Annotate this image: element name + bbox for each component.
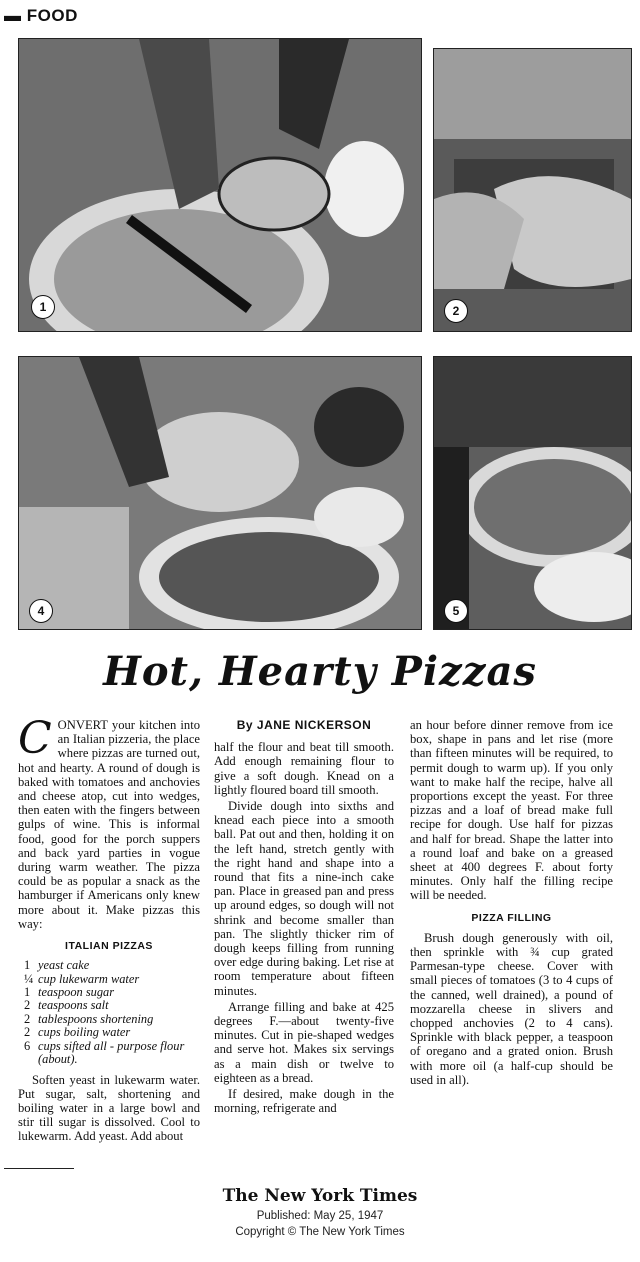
- photo-1-mixing-dough: [18, 38, 422, 332]
- photo-2-image: [434, 49, 631, 331]
- photo-2-kneading: [433, 48, 632, 332]
- ingredient-item: [24, 1026, 200, 1039]
- ingredient-qty: 2: [24, 998, 31, 1013]
- ingredient-list: [24, 959, 200, 1066]
- ingredient-item: [24, 973, 200, 986]
- ingredient-text: cups sifted all - purpose flour (about).: [38, 1038, 185, 1067]
- photo-5-image: [434, 357, 631, 629]
- col3-paragraph-1: an hour before dinner remove from ice box, shape in pans and let rise (more than fifteen minutes will be required, to permit dough to warm up). If you only want to make half the recipe, halve all proportions except the yeast. For three pizzas and a loaf of bread make full recipe for dough. Use half for pizzas and half for bread. Shape the latter into a round loaf and bake on a greased sheet at 400 degrees F. about forty minutes. Only half the filling recipe will be needed.: [410, 718, 613, 903]
- section-label-text: FOOD: [26, 6, 78, 25]
- ingredient-text: teaspoon sugar: [38, 985, 115, 1000]
- ingredient-text: tablespoons shortening: [38, 1011, 154, 1026]
- filling-title: PIZZA FILLING: [471, 911, 552, 924]
- copyright-notice: Copyright © The New York Times: [235, 1226, 405, 1238]
- headline: Hot, Hearty Pizzas: [103, 648, 537, 695]
- recipe-title: ITALIAN PIZZAS: [65, 940, 153, 953]
- photo-1-number: 1: [31, 295, 55, 319]
- ingredient-text: teaspoons salt: [38, 998, 109, 1013]
- col2-paragraph-2: Divide dough into sixths and knead each piece into a smooth ball. Pat out and then, holding it on the left hand, stretch gently with the right hand and shape into a round that fits a nine-inch cake pan. Place in greased pan and press up around edges, so dough will not shrink and become smaller than pan. The slightly thicker rim of dough keeps filling from running over edge during baking. Let rise at room temperature about fifteen minutes.: [214, 799, 394, 998]
- photo-1-image: [19, 39, 421, 331]
- ingredient-item: [24, 1040, 200, 1067]
- article-column-1: [18, 713, 200, 1146]
- ingredient-qty: 1: [24, 958, 31, 973]
- col1-steps: Soften yeast in lukewarm water. Put sugar, salt, shortening and boiling water in a large bowl and stir till sugar is dissolved. Cool to lukewarm. Add yeast. Add about: [18, 1072, 200, 1144]
- ingredient-qty: ¼: [24, 971, 34, 986]
- byline: By JANE NICKERSON: [236, 718, 372, 732]
- ingredient-qty: 6: [24, 1038, 31, 1053]
- ingredient-item: [24, 1013, 200, 1026]
- article-column-3: [410, 718, 613, 1089]
- ingredient-qty: 1: [24, 985, 31, 1000]
- ingredient-text: cups boiling water: [38, 1025, 131, 1040]
- ingredient-item: [24, 986, 200, 999]
- photo-4-image: [19, 357, 421, 629]
- newspaper-masthead: The New York Times: [222, 1186, 418, 1206]
- section-label: [4, 6, 78, 26]
- intro-text: ONVERT your kitchen into an Italian pizzeria, the place where pizzas are turned out, hot and hearty. A round of dough is baked with tomatoes and anchovies and cheese atop, cut into wedges, then eaten with the fingers between gulps of wine. This is informal food, good for the porch suppers and back yard parties in vogue during warm weather. The pizza could be as popular a snack as the hamburger if Americans only knew more about it. Make pizzas this way:: [18, 718, 200, 931]
- intro-paragraph: [18, 713, 200, 931]
- col2-paragraph-4: If desired, make dough in the morning, refrigerate and: [214, 1087, 394, 1116]
- footer-rule: [4, 1168, 74, 1169]
- ingredient-qty: 2: [24, 1011, 31, 1026]
- photo-4-number: 4: [29, 599, 53, 623]
- ingredient-qty: 2: [24, 1025, 31, 1040]
- photo-5-number: 5: [444, 599, 468, 623]
- ingredient-item: [24, 959, 200, 972]
- photo-5-pizza-in-pan: [433, 356, 632, 630]
- ingredient-item: [24, 999, 200, 1012]
- section-label-dash: ▬: [4, 6, 27, 25]
- article-column-2: [214, 718, 394, 1117]
- col2-paragraph-1: half the flour and beat till smooth. Add enough remaining flour to give a soft dough. Knead on a lightly floured board till smooth.: [214, 740, 394, 797]
- ingredient-text: cup lukewarm water: [38, 971, 140, 986]
- ingredient-text: yeast cake: [38, 958, 90, 973]
- dropcap: C: [18, 713, 52, 764]
- photo-4-arranging-filling: [18, 356, 422, 630]
- photo-2-number: 2: [444, 299, 468, 323]
- col3-paragraph-2: Brush dough generously with oil, then sprinkle with ¾ cup grated Parmesan-type cheese. Cover with small pieces of tomatoes (3 to 4 cups of the canned, well drained), a pound of mozzarella cheese in slivers and chopped anchovies (2 to 4 cans). Sprinkle with black pepper, a teaspoon of oregano and a grated onion. Brush with more oil (a half-cup should be used in all).: [410, 930, 613, 1087]
- col2-paragraph-3: Arrange filling and bake at 425 degrees F.—about twenty-five minutes. Cut in pie-shaped wedges and serve hot. Makes six servings as a main dish or twelve to eighteen as a bread.: [214, 999, 394, 1085]
- published-date: Published: May 25, 1947: [256, 1210, 384, 1222]
